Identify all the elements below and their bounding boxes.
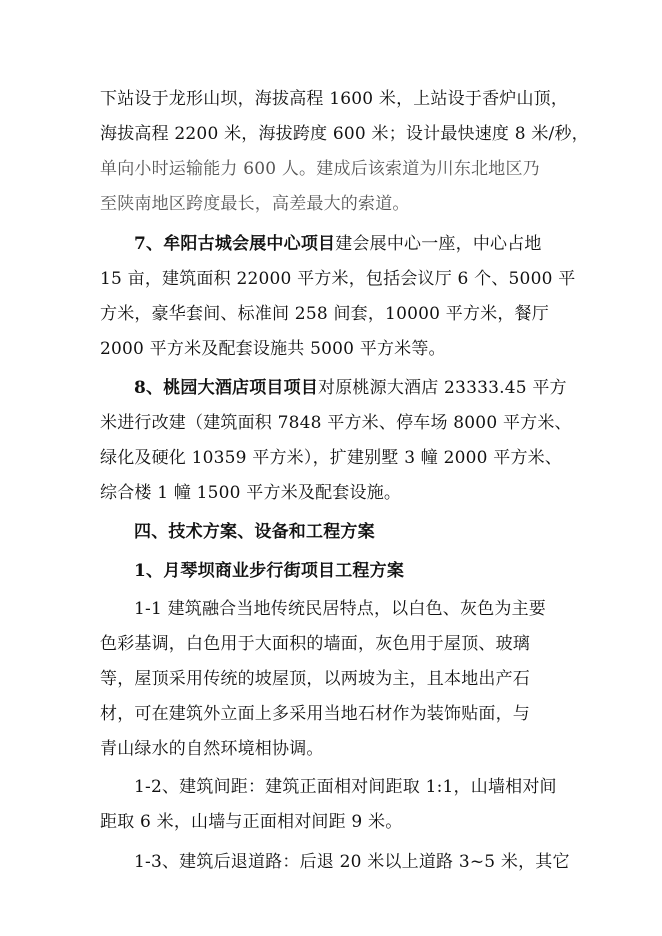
item-8-line bbox=[134, 377, 604, 399]
paragraph-line: 距取 6 米，山墙与正面相对间距 9 米。 bbox=[100, 812, 403, 832]
paragraph-line: 绿化及硬化 10359 平方米），扩建别墅 3 幢 2000 平方米、 bbox=[100, 448, 563, 468]
item-8-text: 对原桃源大酒店 23333.45 平方 bbox=[318, 378, 567, 398]
item-7-line bbox=[134, 233, 604, 255]
item-7-text: 建会展中心一座，中心占地 bbox=[335, 234, 542, 254]
item-8-title: 8、桃园大酒店项目项目 bbox=[134, 378, 319, 398]
paragraph-line: 15 亩，建筑面积 22000 平方米，包括会议厅 6 个、5000 平 bbox=[100, 269, 576, 289]
item-7-title: 7、牟阳古城会展中心项目 bbox=[134, 234, 336, 254]
section-heading: 四、技术方案、设备和工程方案 bbox=[134, 522, 375, 542]
paragraph-line: 1-2、建筑间距：建筑正面相对间距取 1:1，山墙相对间 bbox=[134, 777, 557, 797]
paragraph-line: 材，可在建筑外立面上多采用当地石材作为装饰贴面，与 bbox=[100, 704, 530, 724]
paragraph-line: 1-1 建筑融合当地传统民居特点，以白色、灰色为主要 bbox=[134, 599, 546, 619]
paragraph-line: 综合楼 1 幢 1500 平方米及配套设施。 bbox=[100, 483, 402, 503]
paragraph-line: 至陕南地区跨度最长，高差最大的索道。 bbox=[100, 194, 410, 214]
paragraph-line: 方米，豪华套间、标准间 258 间套，10000 平方米，餐厅 bbox=[100, 304, 549, 324]
paragraph-line: 1-3、建筑后退道路：后退 20 米以上道路 3~5 米，其它 bbox=[134, 852, 570, 872]
paragraph-line: 2000 平方米及配套设施共 5000 平方米等。 bbox=[100, 339, 446, 359]
subsection-heading: 1、月琴坝商业步行街项目工程方案 bbox=[134, 561, 405, 581]
paragraph-line: 等，屋顶采用传统的坡屋顶，以两坡为主，且本地出产石 bbox=[100, 669, 530, 689]
paragraph-line: 色彩基调，白色用于大面积的墙面，灰色用于屋顶、玻璃 bbox=[100, 634, 530, 654]
paragraph-line: 海拔高程 2200 米，海拔跨度 600 米；设计最快速度 8 米/秒， bbox=[100, 124, 589, 144]
paragraph-line: 青山绿水的自然环境相协调。 bbox=[100, 739, 324, 759]
paragraph-line: 下站设于龙形山坝，海拔高程 1600 米，上站设于香炉山顶， bbox=[100, 89, 569, 109]
paragraph-line: 单向小时运输能力 600 人。建成后该索道为川东北地区乃 bbox=[100, 159, 540, 179]
paragraph-line: 米进行改建（建筑面积 7848 平方米、停车场 8000 平方米、 bbox=[100, 413, 572, 433]
